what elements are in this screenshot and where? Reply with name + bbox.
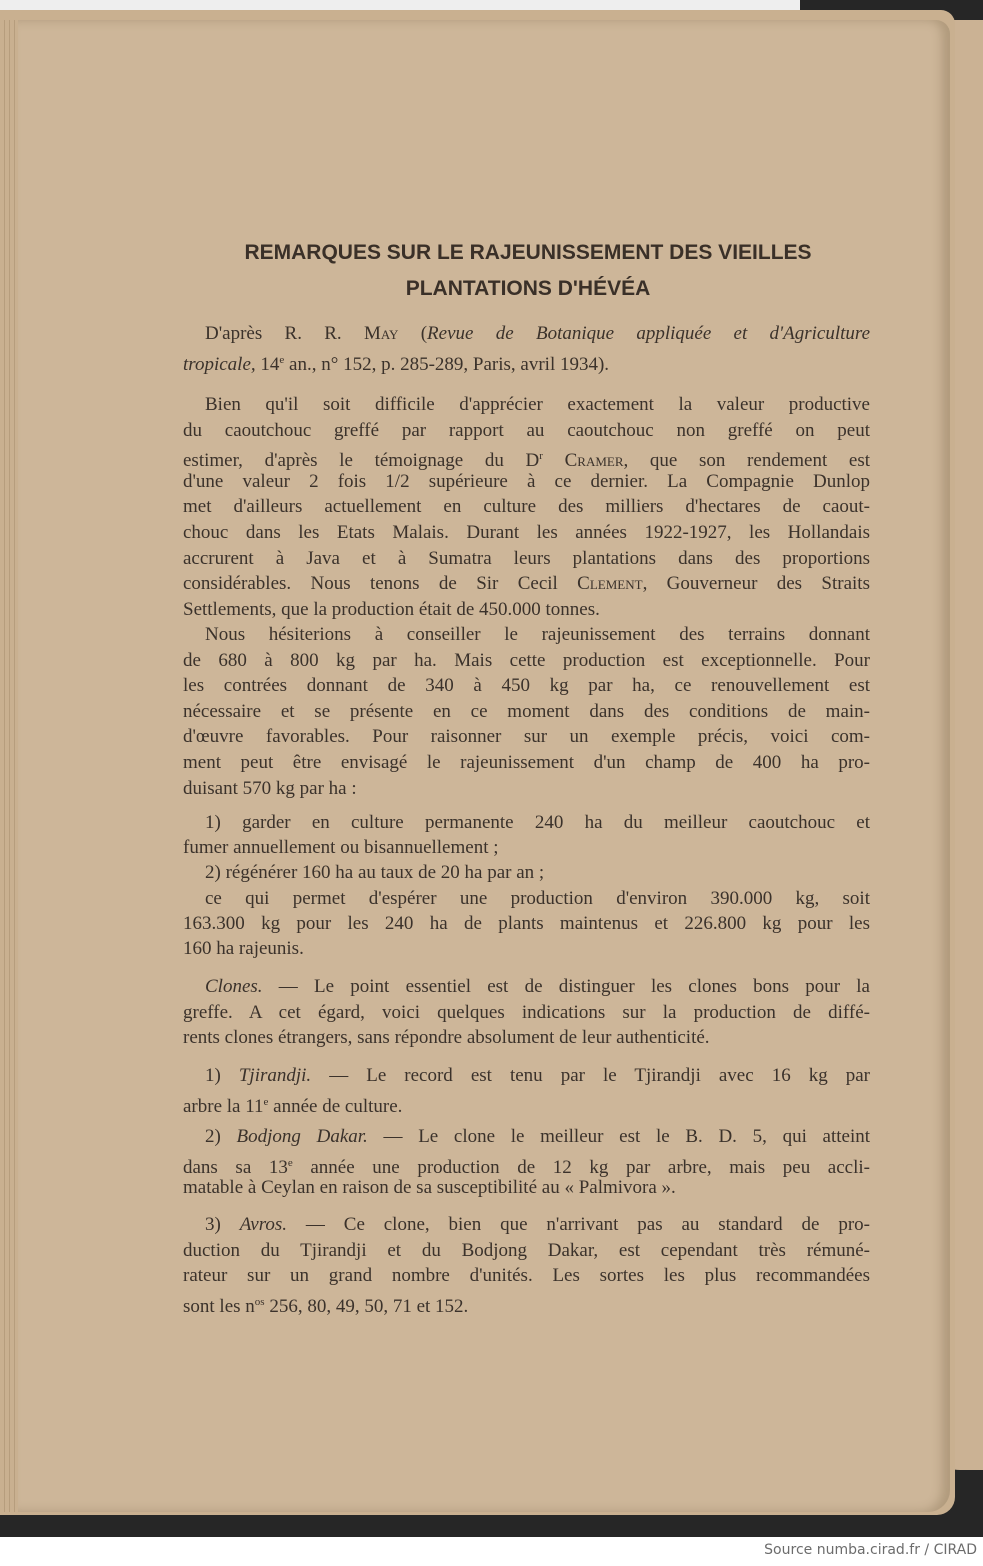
author-name: May (363, 323, 399, 344)
text-run: — Le point essentiel est de distinguer les clones bons pour la (262, 976, 870, 997)
italic-run: Avros. (239, 1214, 288, 1235)
text-line (205, 623, 870, 647)
text-run: année une production de 12 kg par arbre, mais peu accli- (292, 1156, 870, 1178)
text-run: Nous hésiterions à conseiller le rajeunissement des terrains donnant (205, 624, 870, 645)
title-line-1: REMARQUES SUR LE RAJEUNISSEMENT DES VIEILLES (244, 241, 812, 264)
text-run: ( (398, 323, 428, 344)
text-run: greffe. A cet égard, voici quelques indications sur la production de diffé- (183, 1001, 870, 1023)
text-line (183, 348, 870, 377)
text-run: d'une valeur 2 fois 1/2 supérieure à ce dernier. La Compagnie Dunlop (183, 470, 870, 492)
text-run: rents clones étrangers, sans répondre absolument de leur authenticité. (183, 1027, 710, 1049)
text-line (183, 937, 870, 961)
text-run: 1) garder en culture permanente 240 ha du meilleur caoutchouc et (205, 812, 870, 833)
text-line (183, 419, 870, 443)
text-line (183, 1239, 870, 1263)
text-line (205, 393, 870, 417)
text-run: Settlements, que la production était de 450.000 tonnes. (183, 598, 600, 620)
superscript: r (539, 450, 543, 463)
text-run: d'œuvre favorables. Pour raisonner sur un exemple précis, voici com- (183, 726, 870, 748)
text-line (183, 912, 870, 936)
text-run: de 680 à 800 kg par ha. Mais cette production est exceptionnelle. Pour (183, 649, 870, 671)
text-line (183, 1090, 870, 1119)
text-line (183, 495, 870, 519)
text-line (205, 1213, 870, 1237)
text-run: 1) (205, 1065, 239, 1086)
text-line (183, 725, 870, 749)
text-line (205, 975, 870, 999)
text-run: arbre la 11 (183, 1095, 264, 1117)
text-run: — Le record est tenu par le Tjirandji avec 16 kg par (311, 1065, 870, 1086)
text-run: 256, 80, 49, 50, 71 et 152. (264, 1295, 469, 1317)
page-edge-line (4, 20, 5, 1512)
text-line (183, 674, 870, 698)
italic-run: tropicale, (183, 353, 256, 375)
text-line (205, 861, 870, 885)
text-line (183, 572, 870, 596)
text-run: — Ce clone, bien que n'arrivant pas au standard de pro- (287, 1214, 870, 1235)
text-line (183, 777, 870, 801)
text-line (183, 1290, 870, 1319)
text-run: 14 (255, 353, 280, 375)
text-run: duisant 570 kg par ha : (183, 777, 357, 799)
italic-run: Revue de Botanique appliquée et d'Agriculture (427, 323, 871, 344)
text-run: 163.300 kg pour les 240 ha de plants maintenus et 226.800 kg pour les (183, 912, 870, 934)
text-line (205, 887, 870, 911)
text-line (205, 811, 870, 835)
text-run: rateur sur un grand nombre d'unités. Les sortes les plus recommandées (183, 1265, 870, 1287)
text-run: duction du Tjirandji et du Bodjong Dakar, est cependant très rémuné- (183, 1239, 870, 1261)
text-line (183, 521, 870, 545)
text-run: fumer annuellement ou bisannuellement ; (183, 837, 499, 859)
title-line-2: PLANTATIONS D'HÉVÉA (405, 277, 651, 300)
text-line (183, 751, 870, 775)
author-name: Clement (577, 573, 643, 595)
page-edge-line (9, 20, 10, 1512)
text-run: 2) régénérer 160 ha au taux de 20 ha par an ; (205, 862, 545, 884)
text-line (183, 1026, 870, 1050)
text-run: 160 ha rajeunis. (183, 938, 304, 959)
text-run: sont les n (183, 1295, 255, 1317)
text-run: estimer, d'après le témoignage du D (183, 450, 540, 472)
text-run: matable à Ceylan en raison de sa susceptibilité au « Palmivora ». (183, 1177, 676, 1199)
text-run (543, 450, 565, 471)
text-run: met d'ailleurs actuellement en culture des milliers d'hectares de caout- (183, 496, 870, 518)
text-line (205, 1064, 870, 1088)
superscript: e (279, 353, 285, 366)
text-run: accrurent à Java et à Sumatra leurs plantations dans des proportions (183, 547, 870, 569)
text-line (183, 547, 870, 571)
text-run: , que son rendement est (623, 450, 871, 472)
text-line (183, 1264, 870, 1288)
italic-run: Clones. (205, 976, 263, 997)
text-line (205, 322, 870, 346)
italic-run: Bodjong Dakar. (236, 1126, 368, 1147)
text-run: chouc dans les Etats Malais. Durant les années 1922-1927, les Hollandais (183, 522, 870, 543)
superscript: e (263, 1095, 269, 1108)
italic-run: Tjirandji. (238, 1065, 312, 1086)
author-name: Cramer (564, 450, 624, 472)
text-line (183, 1001, 870, 1025)
page-edge-line (14, 20, 15, 1512)
text-line (183, 836, 870, 860)
superscript: e (287, 1156, 293, 1169)
text-run: du caoutchouc greffé par rapport au caoutchouc non greffé on peut (183, 419, 870, 441)
text-run: , Gouverneur des Straits (642, 573, 870, 595)
text-run: nécessaire et se présente en ce moment dans des conditions de main- (183, 700, 870, 722)
source-credit: Source numba.cirad.fr / CIRAD (764, 1542, 977, 1558)
text-line (183, 1176, 870, 1200)
text-run: Bien qu'il soit difficile d'apprécier exactement la valeur productive (205, 394, 870, 415)
text-line (183, 700, 870, 724)
text-run: les contrées donnant de 340 à 450 kg par ha, ce renouvellement est (183, 675, 870, 697)
text-run: 2) (205, 1126, 237, 1147)
text-line (205, 1125, 870, 1149)
text-run: considérables. Nous tenons de Sir Cecil (183, 573, 578, 595)
text-run: 3) (205, 1214, 240, 1235)
text-run: D'après R. R. (205, 323, 364, 344)
text-line (183, 598, 870, 622)
text-run: dans sa 13 (183, 1156, 288, 1178)
text-run: — Le clone le meilleur est le B. D. 5, qui atteint (367, 1126, 871, 1147)
text-run: ment peut être envisagé le rajeunissement d'un champ de 400 ha pro- (183, 752, 870, 773)
text-run: ce qui permet d'espérer une production d'environ 390.000 kg, soit (205, 887, 870, 909)
text-line (183, 649, 870, 673)
text-run: an., n° 152, p. 285-289, Paris, avril 1934). (284, 353, 610, 375)
text-run: année de culture. (268, 1095, 403, 1117)
superscript: os (254, 1295, 265, 1308)
text-line (183, 470, 870, 494)
